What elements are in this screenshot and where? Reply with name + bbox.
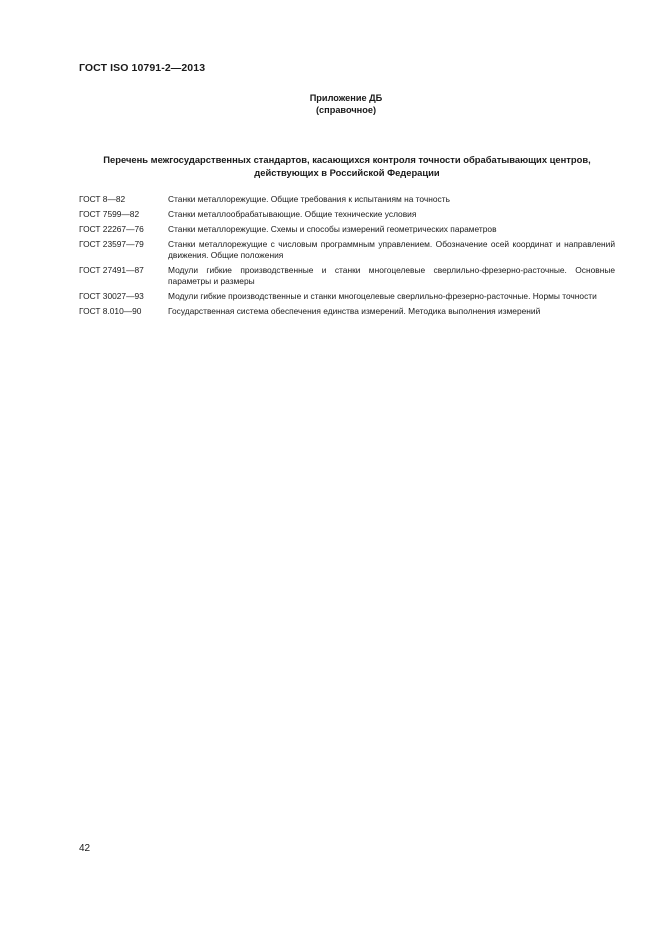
standard-title: Станки металлорежущие. Общие требования к испытаниям на точность (168, 194, 450, 204)
standard-code: ГОСТ 8.010—90 (79, 305, 142, 316)
standard-row (79, 209, 615, 220)
standard-code: ГОСТ 8—82 (79, 194, 126, 204)
standard-row (79, 291, 615, 302)
standard-code: ГОСТ 27491—87 (79, 264, 144, 275)
standard-title: Станки металлорежущие. Схемы и способы измерений геометрических параметров (168, 223, 497, 234)
standard-code: ГОСТ 7599—82 (79, 208, 140, 219)
standards-list-title: Перечень межгосударственных стандартов, касающихся контроля точности обрабатывающих центров, действующих в Российской Федерации (103, 154, 591, 178)
standard-code: ГОСТ 22267—76 (79, 223, 144, 234)
standard-title: Модули гибкие производственные и станки многоцелевые сверлильно-фрезерно-расточные. Нормы точности (168, 290, 597, 301)
standard-title: Станки металлообрабатывающие. Общие технические условия (168, 208, 417, 219)
annex-title: Приложение ДБ (309, 93, 383, 103)
standard-title: Станки металлорежущие с числовым программным управлением. Обозначение осей координат и направлений движения. Общие положения (168, 238, 615, 260)
standards-list (79, 194, 615, 320)
standard-row (79, 306, 615, 317)
standard-title: Государственная система обеспечения единства измерений. Методика выполнения измерений (168, 305, 541, 316)
annex-type: (справочное) (315, 105, 376, 115)
standard-row (79, 239, 615, 261)
standard-code: ГОСТ 30027—93 (79, 290, 144, 301)
standard-row (79, 224, 615, 235)
standard-row (79, 194, 615, 205)
page-number: 42 (79, 843, 91, 854)
document-code: ГОСТ ISO 10791-2—2013 (79, 62, 206, 74)
standard-code: ГОСТ 23597—79 (79, 238, 144, 249)
standard-row (79, 265, 615, 287)
standard-title: Модули гибкие производственные и станки многоцелевые сверлильно-фрезерно-расточные. Основные параметры и размеры (168, 264, 615, 286)
